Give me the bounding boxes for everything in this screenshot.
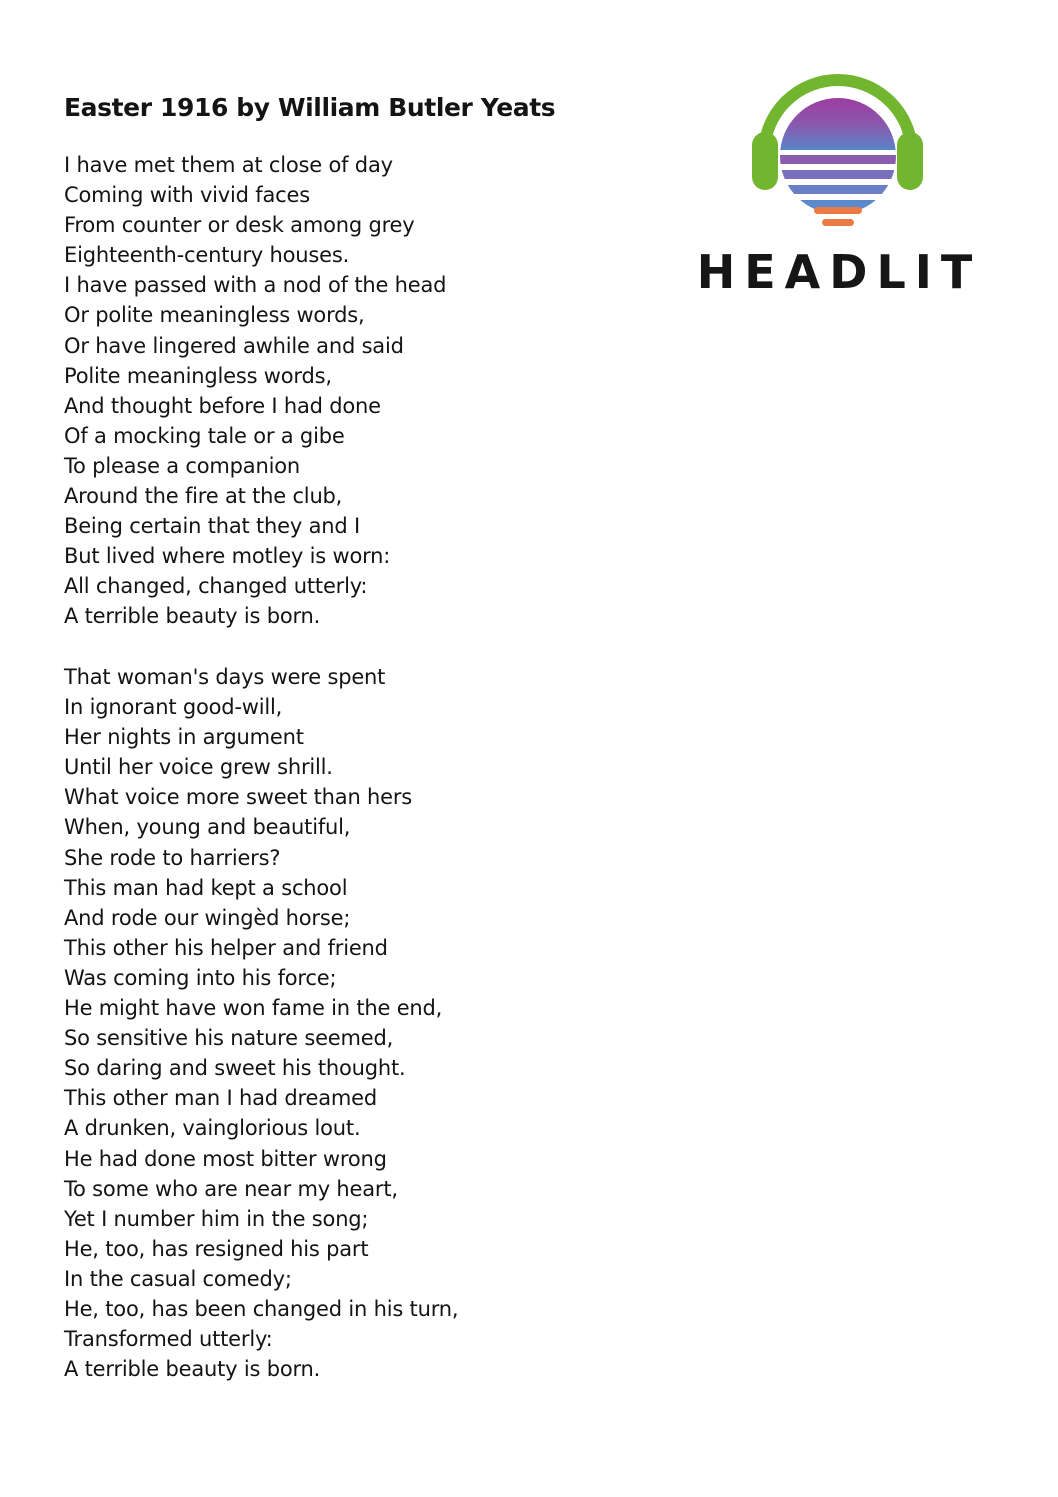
poem-line: He might have won fame in the end,: [64, 996, 443, 1021]
poem-line: He, too, has been changed in his turn,: [64, 1296, 459, 1321]
poem-line: Or polite meaningless words,: [64, 303, 365, 328]
poem-line: Eighteenth-century houses.: [64, 243, 350, 268]
poem-line: He, too, has resigned his part: [64, 1236, 369, 1261]
poem-line: That woman's days were spent: [64, 665, 386, 689]
poem-line: From counter or desk among grey: [64, 213, 415, 238]
poem-line: All changed, changed utterly:: [64, 574, 368, 599]
page-title: Easter 1916 by William Butler Yeats: [64, 93, 556, 122]
poem-line: In the casual comedy;: [64, 1266, 292, 1291]
poem-line: And thought before I had done: [64, 393, 381, 418]
poem-line: A drunken, vainglorious lout.: [64, 1116, 361, 1141]
poem-line: Yet I number him in the song;: [64, 1206, 369, 1231]
poem-line: Her nights in argument: [64, 725, 304, 750]
poem-line: This man had kept a school: [64, 875, 348, 900]
poem-line: This other his helper and friend: [64, 935, 388, 960]
poem-line: To please a companion: [64, 453, 300, 478]
poem-line: To some who are near my heart,: [64, 1176, 398, 1201]
poem-line: Of a mocking tale or a gibe: [64, 423, 345, 448]
poem-line: This other man I had dreamed: [64, 1086, 377, 1111]
poem-line: Was coming into his force;: [64, 965, 337, 990]
poem-line: Coming with vivid faces: [64, 183, 310, 208]
poem-line: She rode to harriers?: [64, 845, 281, 870]
poem-line: In ignorant good-will,: [64, 695, 283, 720]
poem-line: Or have lingered awhile and said: [64, 333, 404, 358]
stanza-2: [64, 662, 458, 1384]
poem-line: Transformed utterly:: [64, 1327, 273, 1352]
poem-line: So sensitive his nature seemed,: [64, 1026, 394, 1051]
poem-line: And rode our wingèd horse;: [64, 905, 351, 930]
poem-line: When, young and beautiful,: [64, 815, 351, 840]
poem-line: I have met them at close of day: [64, 153, 393, 177]
poem-line: I have passed with a nod of the head: [64, 273, 447, 298]
poem-line: But lived where motley is worn:: [64, 544, 391, 569]
poem-line: So daring and sweet his thought.: [64, 1056, 406, 1081]
poem-line: Around the fire at the club,: [64, 484, 343, 509]
headphones-sunset-icon: [694, 62, 984, 242]
poem-line: Until her voice grew shrill.: [64, 755, 333, 780]
headlit-logo: [694, 62, 984, 298]
logo-wordmark: HEADLIT: [696, 245, 982, 299]
poem-line: What voice more sweet than hers: [64, 785, 413, 810]
poem-line: Polite meaningless words,: [64, 363, 332, 388]
poem-line: A terrible beauty is born.: [64, 1357, 321, 1382]
poem-line: Being certain that they and I: [64, 514, 360, 539]
poem-line: A terrible beauty is born.: [64, 604, 321, 629]
poem-line: He had done most bitter wrong: [64, 1146, 387, 1171]
stanza-1: [64, 150, 446, 632]
